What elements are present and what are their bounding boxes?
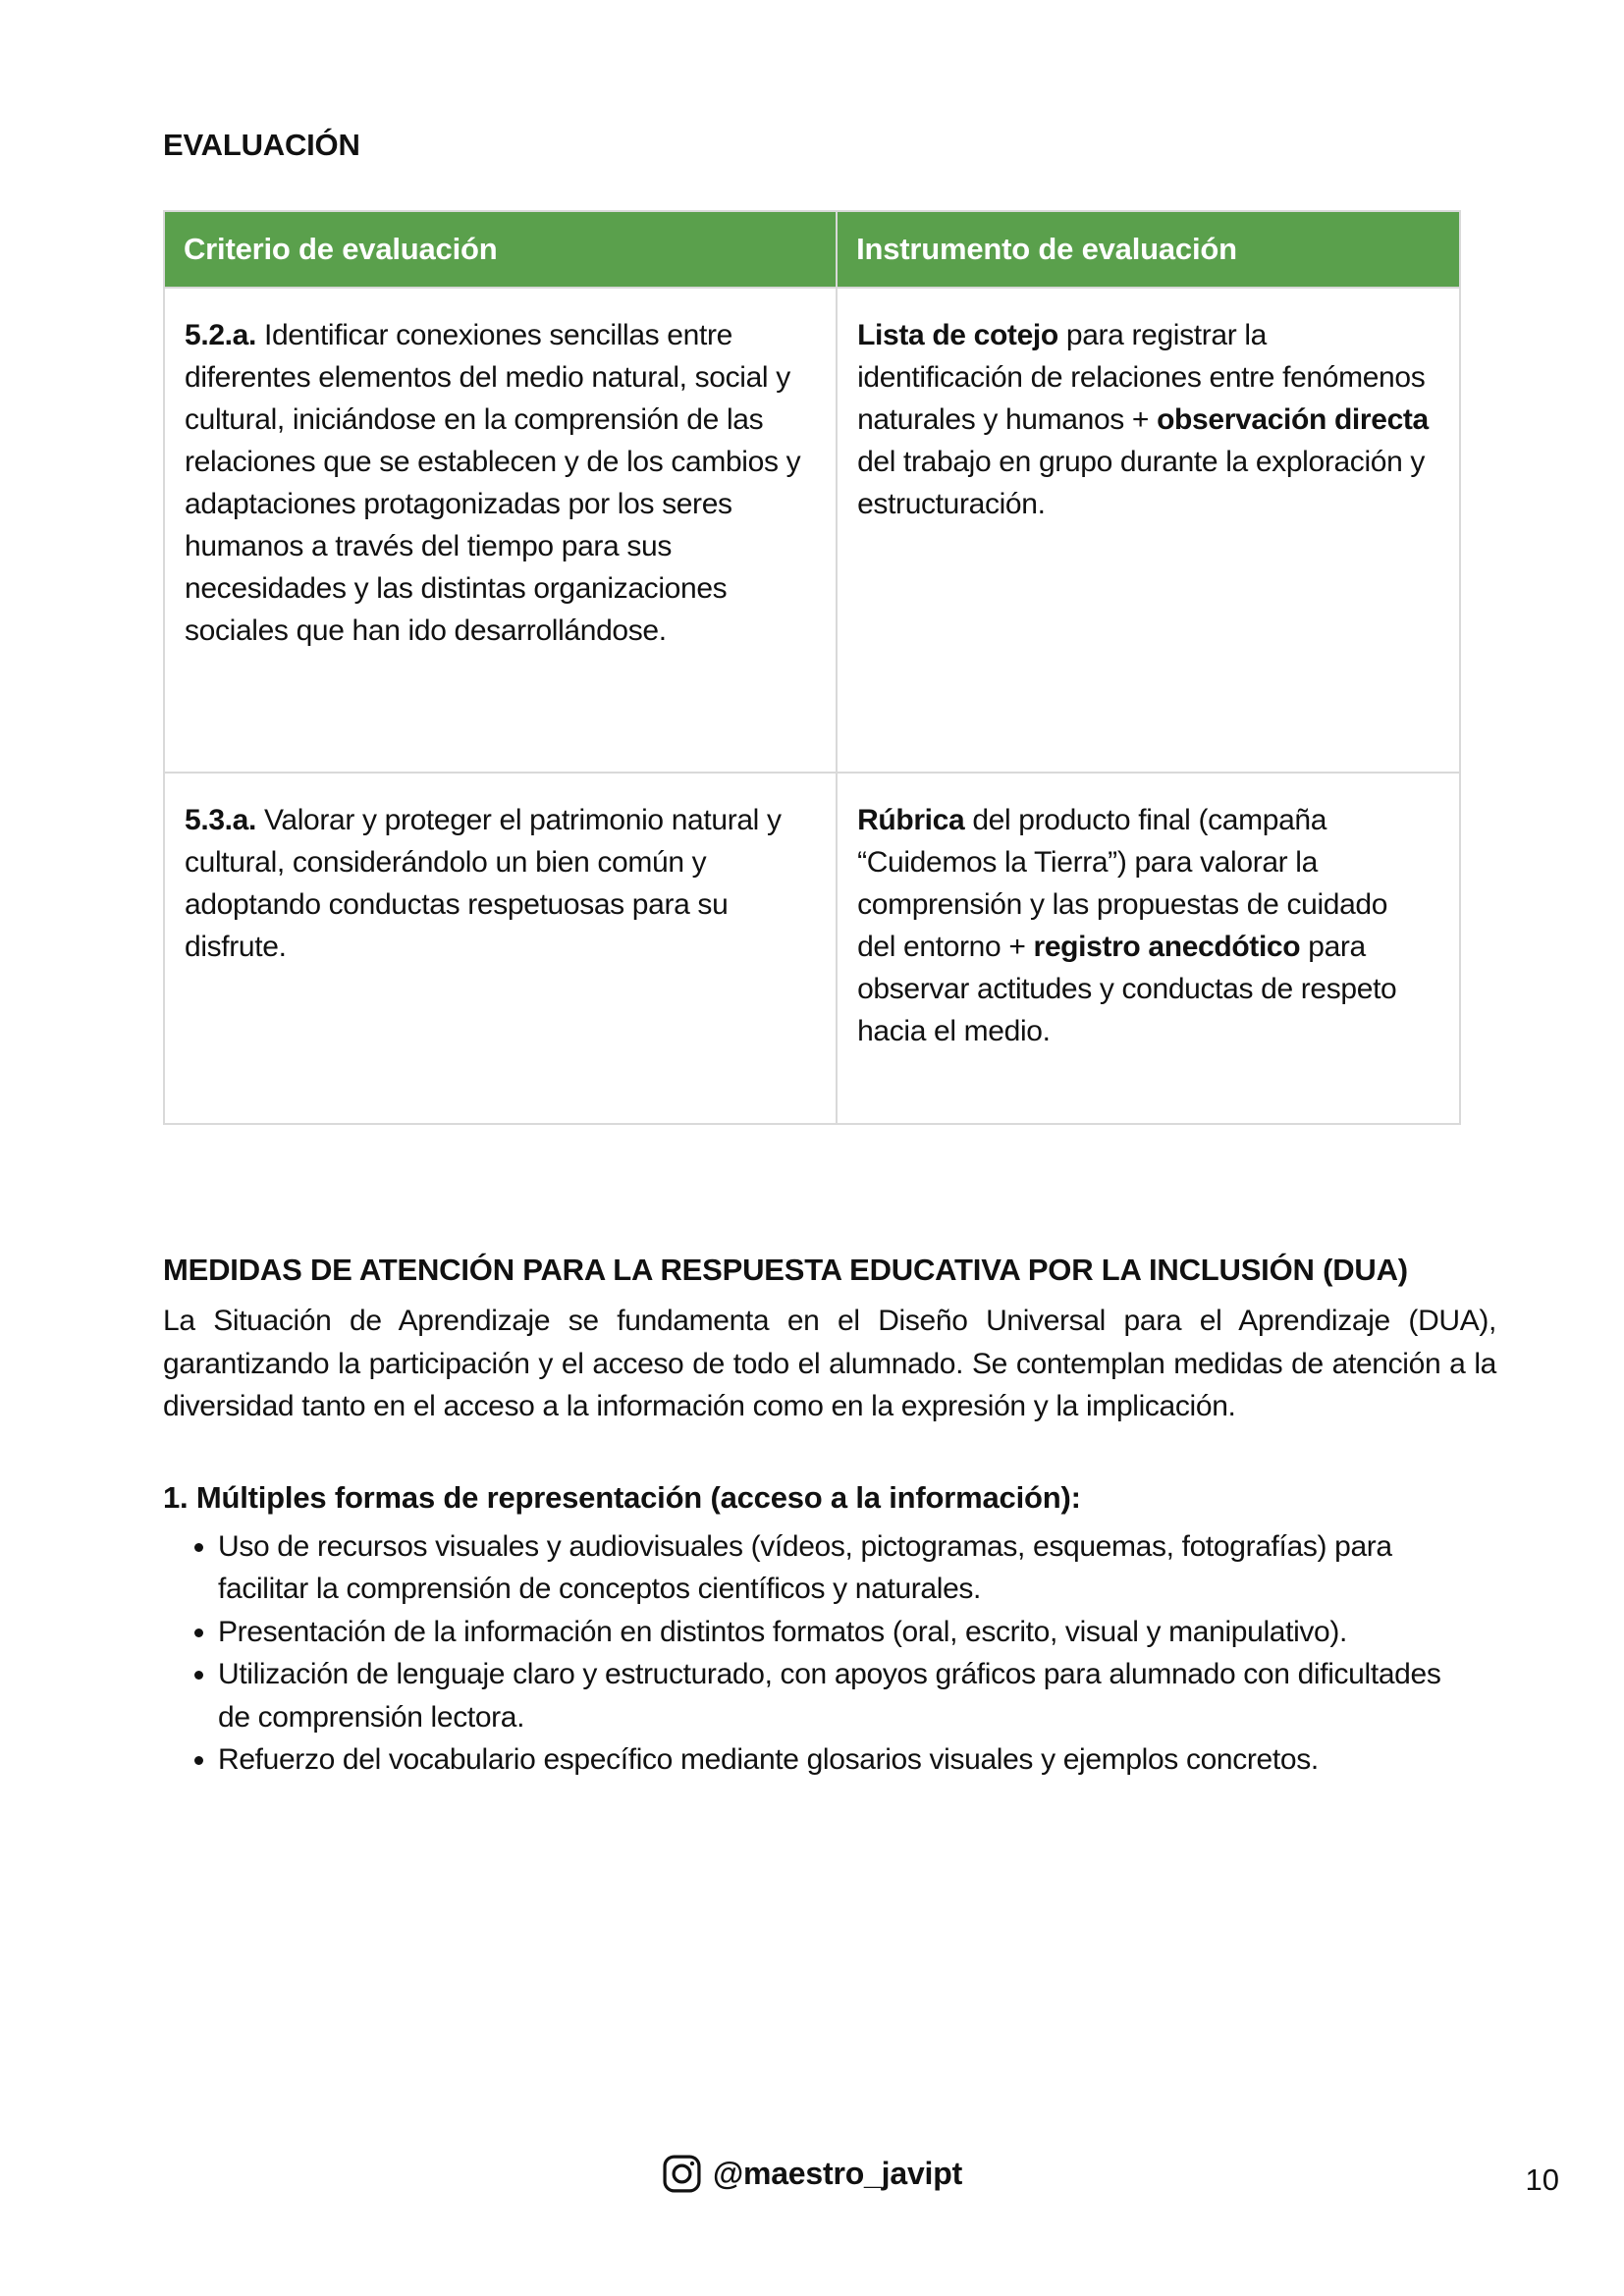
table-header-row <box>164 211 1460 288</box>
list-item: • Utilización de lenguaje claro y estructurado, con apoyos gráficos para alumnado con dificultades de comprensión lectora. <box>218 1653 1455 1738</box>
dua-intro-paragraph: La Situación de Aprendizaje se fundamenta en el Diseño Universal para el Aprendizaje (DUA), garantizando la participación y el acceso de todo el alumnado. Se contemplan medidas de atención a la diversidad tanto en el acceso a la información como en la expresión y la implicación. <box>163 1305 1496 1422</box>
evaluation-table-container <box>163 210 1461 1125</box>
section-title-evaluacion: EVALUACIÓN <box>163 128 360 162</box>
list-item: • Refuerzo del vocabulario específico mediante glosarios visuales y ejemplos concretos. <box>218 1738 1455 1782</box>
footer-instagram-handle: @maestro_javipt <box>712 2156 963 2191</box>
instagram-icon <box>662 2154 702 2194</box>
cell-criterio-5-3-a: 5.3.a. Valorar y proteger el patrimonio natural y cultural, considerándolo un bien común y adoptando conductas respetuosas para su disfrute. <box>164 773 837 1124</box>
table-row <box>164 773 1460 1124</box>
list-item: • Presentación de la información en distintos formatos (oral, escrito, visual y manipulativo). <box>218 1611 1455 1654</box>
page-number: 10 <box>1525 2163 1559 2197</box>
evaluation-table <box>163 210 1461 1125</box>
dua-section <box>163 1249 1496 1782</box>
page-footer <box>0 2154 1624 2194</box>
table-row <box>164 288 1460 773</box>
cell-instrumento-lista-cotejo: Lista de cotejo para registrar la identificación de relaciones entre fenómenos naturales y humanos + observación directa del trabajo en grupo durante la exploración y estructuración. <box>837 288 1460 773</box>
cell-criterio-5-2-a: 5.2.a. Identificar conexiones sencillas entre diferentes elementos del medio natural, social y cultural, iniciándose en la comprensión de las relaciones que se establecen y de los cambios y adaptaciones protagonizadas por los seres humanos a través del tiempo para sus necesidades y las distintas organizaciones sociales que han ido desarrollándose. <box>164 288 837 773</box>
table-header-instrumento: Instrumento de evaluación <box>837 211 1460 288</box>
dua-bullet-list <box>163 1525 1496 1782</box>
dua-subheading-representacion: 1. Múltiples formas de representación (acceso a la información): <box>163 1479 1081 1515</box>
cell-instrumento-rubrica: Rúbrica del producto final (campaña “Cuidemos la Tierra”) para valorar la comprensión y las propuestas de cuidado del entorno + registro anecdótico para observar actitudes y conductas de respeto hacia el medio. <box>837 773 1460 1124</box>
dua-section-heading: MEDIDAS DE ATENCIÓN PARA LA RESPUESTA EDUCATIVA POR LA INCLUSIÓN (DUA) <box>163 1253 1408 1287</box>
list-item: • Uso de recursos visuales y audiovisuales (vídeos, pictogramas, esquemas, fotografías) para facilitar la comprensión de conceptos científicos y naturales. <box>218 1525 1455 1611</box>
table-header-criterio: Criterio de evaluación <box>164 211 837 288</box>
